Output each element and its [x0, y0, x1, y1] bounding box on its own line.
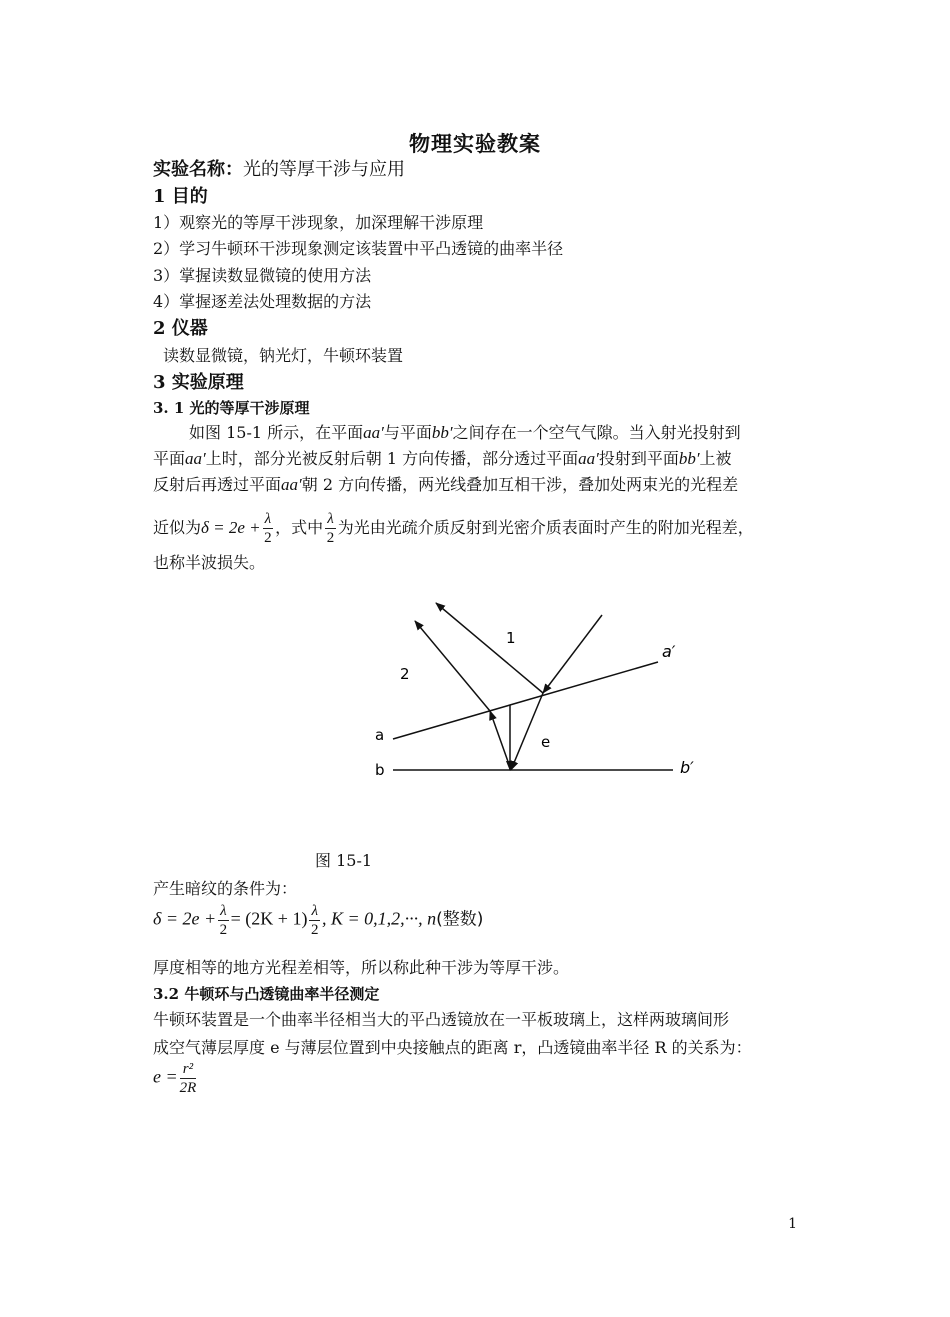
label-ray1: 1: [506, 629, 516, 647]
label-e: e: [541, 733, 551, 751]
equal-thickness-text: 厚度相等的地方光程差相等，所以称此种干涉为等厚干涉。: [153, 958, 570, 977]
thickness-equation: e = $\frac{\text{r²}}{2R}$: [153, 1061, 197, 1096]
label-a-prime: a′: [662, 642, 676, 661]
section-purpose-heading: 1 目的: [153, 186, 208, 207]
purpose-item: 3）掌握读数显微镜的使用方法: [153, 266, 372, 285]
purpose-item: 2）学习牛顿环干涉现象测定该装置中平凸透镜的曲率半径: [153, 239, 564, 258]
subsection-heading: 3. 1 光的等厚干涉原理: [153, 399, 310, 417]
dark-fringe-equation: δ = 2e + $\frac{\lambda}{2}$ = (2K + 1) $\frac{\lambda}{2}$ , K = 0,1,2,···, n(整数): [153, 903, 484, 938]
page-number: 1: [788, 1216, 797, 1232]
delta-expression: δ = 2e +: [201, 518, 261, 537]
plane-aa-line: [393, 662, 658, 739]
page-title: 物理实验教案: [409, 131, 541, 156]
interference-diagram: [360, 595, 700, 785]
reflected-ray: [490, 711, 511, 770]
section-principle-heading: 3 实验原理: [153, 372, 244, 393]
section-apparatus-heading: 2 仪器: [153, 318, 208, 339]
figure-caption: 图 15-1: [315, 851, 373, 870]
newton-ring-paragraph-line: 牛顿环装置是一个曲率半径相当大的平凸透镜放在一平板玻璃上，这样两玻璃间形: [153, 1010, 730, 1029]
subsection-heading: 3.2 牛顿环与凸透镜曲率半径测定: [153, 985, 380, 1003]
ray-2: [415, 621, 490, 711]
refracted-ray: [511, 693, 543, 770]
label-ray2: 2: [400, 665, 410, 683]
label-a: a: [375, 726, 385, 744]
lambda-over-two: $\frac{\lambda}{2}$: [326, 511, 335, 546]
symbol-aa: aa′: [363, 423, 384, 442]
purpose-item: 4）掌握逐差法处理数据的方法: [153, 292, 372, 311]
dark-condition-text: 产生暗纹的条件为：: [153, 879, 298, 898]
symbol-bb: bb′: [431, 423, 453, 442]
label-b: b: [375, 761, 385, 779]
purpose-item: 1）观察光的等厚干涉现象，加深理解干涉原理: [153, 213, 484, 232]
lambda-over-two: $\frac{\lambda}{2}$: [264, 511, 272, 546]
ray-1: [436, 603, 543, 693]
apparatus-text: 读数显微镜，钠光灯，牛顿环装置: [163, 346, 404, 365]
experiment-label: 实验名称：: [153, 159, 243, 180]
experiment-name-line: [153, 155, 405, 181]
newton-ring-paragraph-line: 成空气薄层厚度 e 与薄层位置到中央接触点的距离 r，凸透镜曲率半径 R 的关系为：: [153, 1038, 752, 1057]
label-b-prime: b′: [680, 758, 694, 777]
experiment-name: 光的等厚干涉与应用: [243, 159, 405, 180]
principle-paragraph: 如图 15-1 所示，在平面aa′与平面bb′之间存在一个空气气隙。当入射光投射到 平面aa′上时，部分光被反射后朝 1 方向传播，部分透过平面aa′投射到平面bb′上被 反射后再透过平面aa′朝 2 方向传播，两光线叠加互相干涉，叠加处两束光的光程差 近似为δ = 2e + $\frac{\lambda}{2}$ ，式中 $\frac{\lambda}{2}$ 为光由光疏介质反射到光密介质表面时产生的附加光程差， 也称半波损失。: [153, 423, 754, 572]
